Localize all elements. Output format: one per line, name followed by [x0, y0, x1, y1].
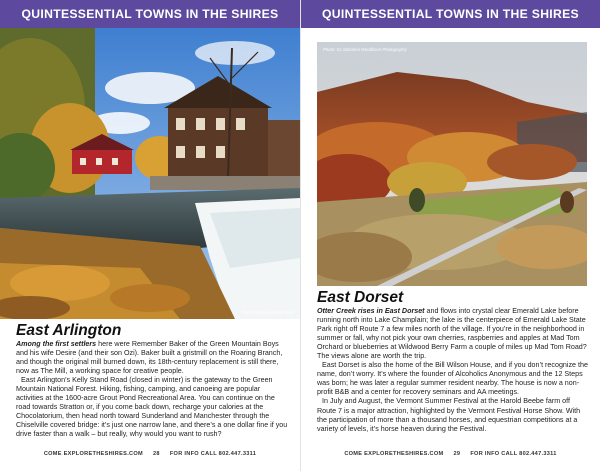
page-footer — [0, 451, 300, 457]
lead-in: Otter Creek rises in East Dorset — [317, 307, 425, 315]
photo-credit: Photo courtesy of Mill Pond — [241, 310, 294, 315]
page-header: QUINTESSENTIAL TOWNS IN THE SHIRES — [0, 0, 300, 28]
autumn-valley-illustration — [317, 42, 587, 286]
photo-credit: Photo: Ira Sobotoni Woolbison Photography — [323, 47, 407, 52]
east-dorset-photo — [317, 42, 587, 286]
section-title: East Dorset — [317, 289, 404, 306]
page-number: 29 — [453, 451, 461, 457]
section-title: East Arlington — [16, 322, 122, 339]
paragraph: East Arlington’s Kelly Stand Road (closed in winter) is the gateway to the Green Mountain National Forest. Hiking, fishing, camping, and canoeing are popular activities at the 1600-acre Grout Pond Recreational Area. You can continue on the road towards Stratton or, if you come back down, recharge your calories at the Chocolatorium, then head north toward Sunderland and Manchester through the Chiselville covered bridge: it’s just one narrow lane, and there’s a one dollar fine if you drive faster than a walk – but really, why would you want to rush? — [16, 376, 288, 439]
right-page — [300, 0, 600, 471]
footer-info: FOR INFO CALL 802.447.3311 — [470, 451, 557, 457]
mill-pond-photo — [0, 28, 300, 319]
paragraph — [317, 307, 589, 361]
footer-site: COME EXPLORETHESHIRES.COM — [43, 451, 143, 457]
footer-site: COME EXPLORETHESHIRES.COM — [344, 451, 444, 457]
page-header: QUINTESSENTIAL TOWNS IN THE SHIRES — [301, 0, 600, 28]
article-body — [16, 340, 288, 440]
paragraph — [16, 340, 288, 376]
article-body — [317, 307, 589, 434]
page-number: 28 — [153, 451, 160, 457]
footer-info: FOR INFO CALL 802.447.3311 — [169, 451, 257, 457]
paragraph-text: here were Remember Baker of the Green Mountain Boys and his wife Desire (and their son Ozi). Baker built a gristmill on the Roaring Branch, and though the original mill burned down, its 18th-century replacement is still there, now as The Mill, a working space for creative people. — [16, 340, 283, 376]
mill-pond-illustration — [0, 28, 300, 319]
page-footer — [301, 451, 600, 457]
paragraph: In July and August, the Vermont Summer Festival at the Harold Beebe farm off Route 7 is a major attraction, highlighted by the Vermont Festival Horse Show. With the participation of more than a thousand horses, and equestrian competitions at a variety of levels, it’s horse heaven during the Festival. — [317, 397, 581, 433]
paragraph: East Dorset is also the home of the Bill Wilson House, and if you don’t recognize the name, don’t worry. It’s where the founder of Alcoholics Anonymous and the 12 Steps was born; he was later a regular summer resident nearby. The house is now a non-profit B&B and a center for recovery seminars and AA meetings. — [317, 361, 588, 397]
paragraph-text: and flows into crystal clear Emerald Lake before running north into Lake Champlain; the lake is the centerpiece of Emerald Lake State Park right off Route 7 a few miles north of the village. If you’re in the neighborhood in summer or fall, why not pick your own cherries, raspberries and apples at Mad Tom Orchard or blueberries at Wildwood Berry Farm a couple of miles up Mad Tom Road? The views alone are worth the trip. — [317, 307, 587, 361]
lead-in: Among the first settlers — [16, 340, 97, 348]
